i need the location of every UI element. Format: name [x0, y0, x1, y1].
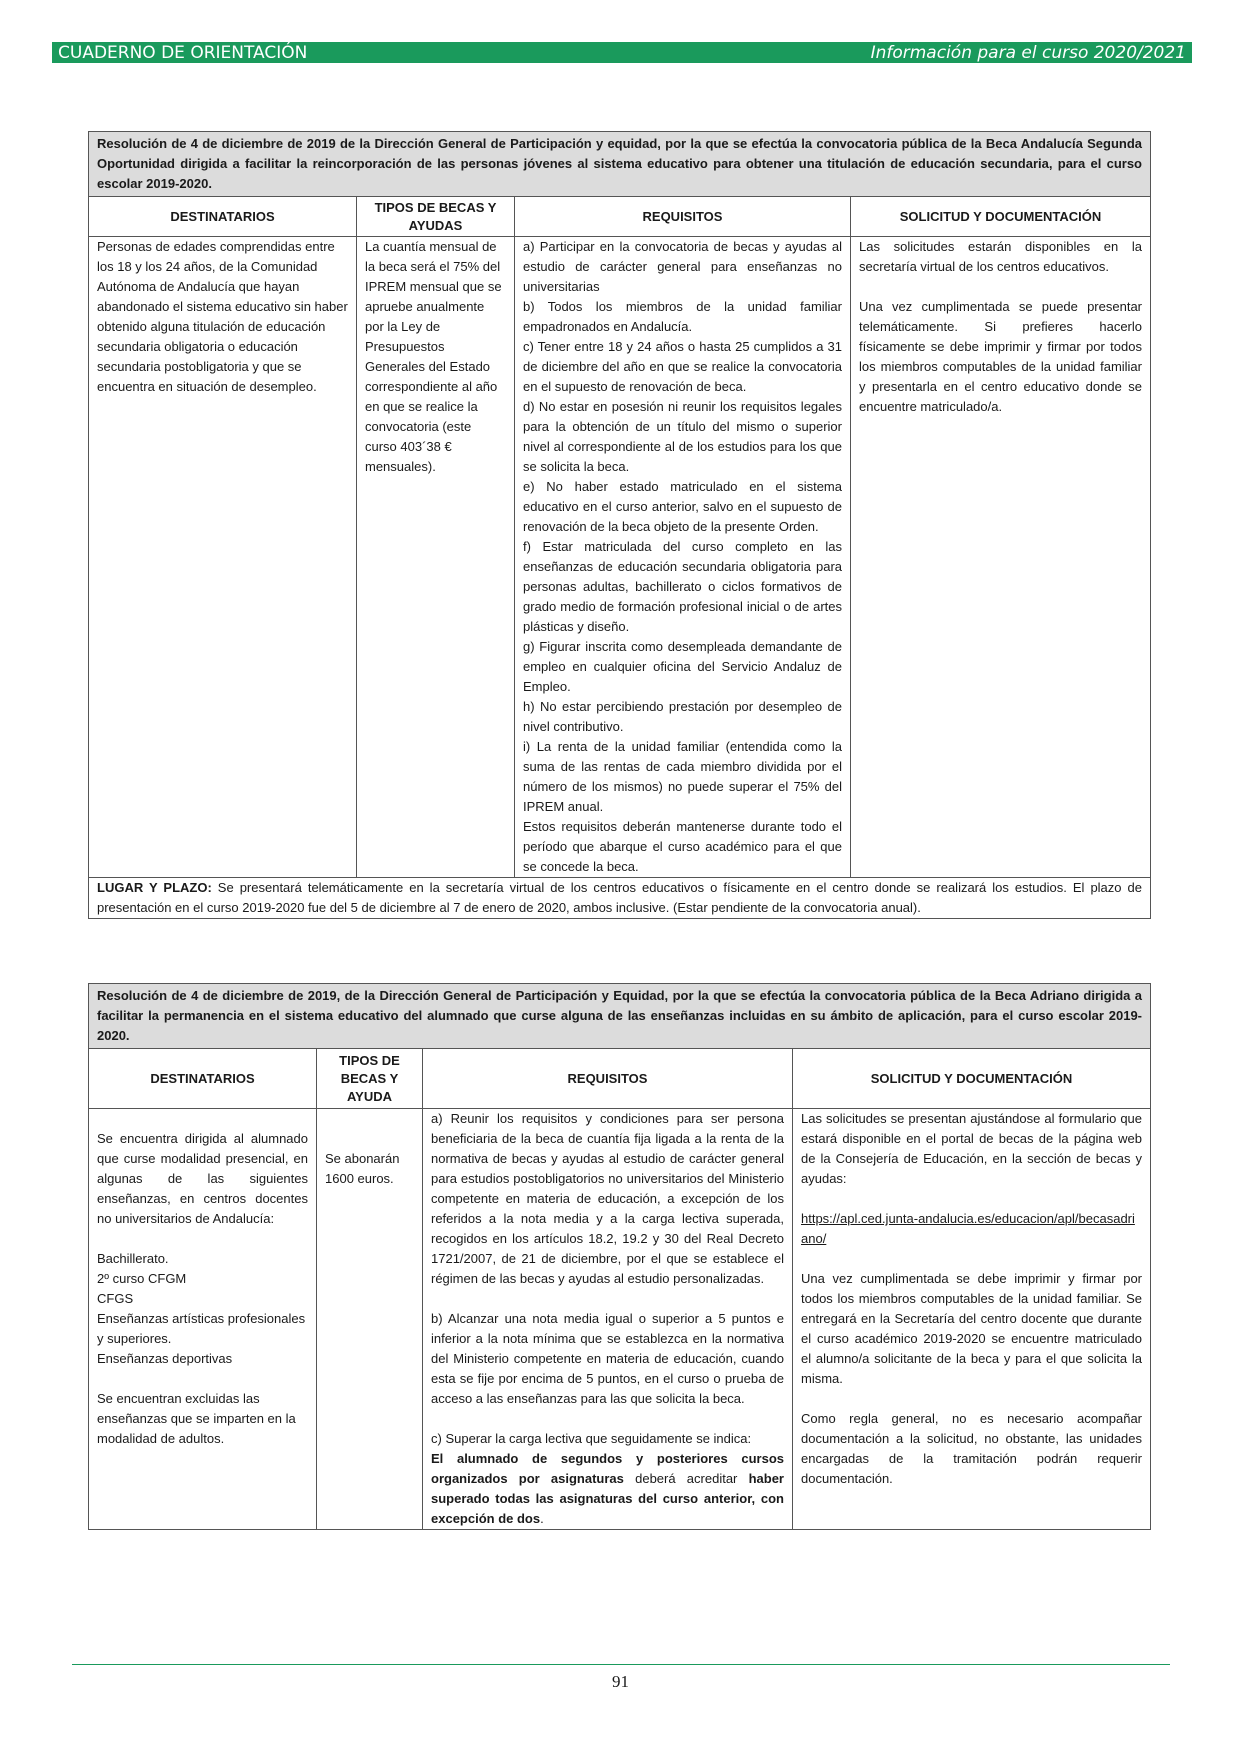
table1-solicitud-p2: Una vez cumplimentada se puede presentar telemáticamente. Si prefieres hacerlo físicamente se debe imprimir y firmar por todos los miembros computables de la unidad familiar y presentarla en el centro educativo donde se encuentre matriculado/a.: [859, 299, 1142, 414]
table1-lugar-plazo: [89, 878, 1151, 919]
table1-requisito: a) Participar en la convocatoria de becas y ayudas al estudio de carácter general para enseñanzas no universitarias: [523, 239, 842, 294]
table2-tipos-text: Se abonarán 1600 euros.: [325, 1151, 400, 1186]
table2-destinatarios-item: Enseñanzas deportivas: [97, 1351, 233, 1366]
beca-adriano-table: [88, 983, 1151, 1530]
table2-requisito-c-mid: deberá acreditar: [623, 1471, 749, 1486]
table2-requisito-b: b) Alcanzar una nota media igual o superior a 5 puntos e inferior a la nota mínima que se establezca en la normativa del Ministerio competente en materia de educación, cuando esta se fije por encima de 5 puntos, en el curso o prueba de acceso a las enseñanzas para las que solicita la beca.: [431, 1311, 784, 1406]
table1-requisito: i) La renta de la unidad familiar (entendida como la suma de las rentas de cada miembro dividida por el número de los mismos) no puede superar el 75% del IPREM anual.: [523, 739, 842, 814]
table2-solicitud-p1: Las solicitudes se presentan ajustándose al formulario que estará disponible en el portal de becas de la página web de la Consejería de Educación, en la sección de becas y ayudas:: [801, 1111, 1143, 1186]
table2-requisito-c: [431, 1449, 784, 1529]
table1-requisito: f) Estar matriculada del curso completo en las enseñanzas de educación secundaria obligatoria para personas adultas, bachillerato o ciclos formativos de grado medio de formación profesional inicial o de artes plásticas y diseño.: [523, 539, 842, 634]
table1-requisito: e) No haber estado matriculado en el sistema educativo en el curso anterior, salvo en el supuesto de renovación de la beca objeto de la presente Orden.: [523, 479, 842, 534]
table1-lugar-label: LUGAR Y PLAZO:: [97, 880, 212, 895]
table2-header-destinatarios: DESTINATARIOS: [89, 1049, 317, 1109]
table2-destinatarios-item: Enseñanzas artísticas profesionales y superiores.: [97, 1311, 306, 1346]
table2-destinatarios-item: Bachillerato.: [97, 1251, 169, 1266]
table2-header-solicitud: SOLICITUD Y DOCUMENTACIÓN: [793, 1049, 1151, 1109]
table2-requisitos: [423, 1109, 793, 1530]
table1-lugar-text: Se presentará telemáticamente en la secretaría virtual de los centros educativos o físicamente en el centro donde se realizará los estudios. El plazo de presentación en el curso 2019-2020 fue del 5 de diciembre al 7 de enero de 2020, ambos inclusive. (Estar pendiente de la convocatoria anual).: [97, 880, 1142, 915]
table2-solicitud: [793, 1109, 1151, 1530]
table1-destinatarios: Personas de edades comprendidas entre los 18 y los 24 años, de la Comunidad Autónoma de Andalucía que hayan abandonado el sistema educativo sin haber obtenido alguna titulación de educación secundaria obligatoria o educación secundaria postobligatoria y que se encuentra en situación de desempleo.: [89, 237, 357, 878]
table1-tipos: La cuantía mensual de la beca será el 75% del IPREM mensual que se apruebe anualmente por la Ley de Presupuestos Generales del Estado correspondiente al año en que se realice la convocatoria (este curso 403´38 € mensuales).: [357, 237, 515, 878]
table2-destinatarios-item: CFGS: [97, 1291, 134, 1306]
table2-header-tipos: TIPOS DE BECAS Y AYUDA: [317, 1049, 423, 1109]
table1-solicitud: [851, 237, 1151, 878]
footer-divider: [72, 1664, 1170, 1665]
table2-solicitud-p2: Una vez cumplimentada se debe imprimir y firmar por todos los miembros computables de la unidad familiar. Se entregará en la Secretaría del centro docente que durante el curso académico 2019-2020 se encuentre matriculado el alumno/a solicitante de la beca y para el que solicita la misma.: [801, 1271, 1143, 1386]
table1-header-solicitud: SOLICITUD Y DOCUMENTACIÓN: [851, 197, 1151, 237]
table1-requisito: b) Todos los miembros de la unidad familiar empadronados en Andalucía.: [523, 299, 842, 334]
table1-title: Resolución de 4 de diciembre de 2019 de la Dirección General de Participación y equidad, por la que se efectúa la convocatoria pública de la Beca Andalucía Segunda Oportunidad dirigida a facilitar la reincorporación de las personas jóvenes al sistema educativo para obtener una titulación de educación secundaria, para el curso escolar 2019-2020.: [89, 132, 1151, 197]
table2-destinatarios-outro: Se encuentran excluidas las enseñanzas que se imparten en la modalidad de adultos.: [97, 1391, 296, 1446]
table2-destinatarios-item: 2º curso CFGM: [97, 1271, 187, 1286]
page-header: [52, 42, 1192, 63]
table1-requisitos: [515, 237, 851, 878]
table2-solicitud-p3: Como regla general, no es necesario acompañar documentación a la solicitud, no obstante, las unidades encargadas de la tramitación podrán requerir documentación.: [801, 1411, 1143, 1486]
becas-adriano-link[interactable]: https://apl.ced.junta-andalucia.es/educacion/apl/becasadriano/: [801, 1211, 1135, 1246]
table2-requisito-c-end: .: [540, 1511, 544, 1526]
header-right-title: Información para el curso 2020/2021: [870, 42, 1186, 63]
table1-requisito: h) No estar percibiendo prestación por desempleo de nivel contributivo.: [523, 699, 842, 734]
table2-destinatarios-intro: Se encuentra dirigida al alumnado que curse modalidad presencial, en algunas de las siguientes enseñanzas, en centros docentes no universitarios de Andalucía:: [97, 1131, 308, 1226]
table2-requisito-c-intro: c) Superar la carga lectiva que seguidamente se indica:: [431, 1431, 752, 1446]
page-number: 91: [612, 1672, 629, 1691]
table1-requisito: g) Figurar inscrita como desempleada demandante de empleo en cualquier oficina del Servicio Andaluz de Empleo.: [523, 639, 842, 694]
table1-solicitud-p1: Las solicitudes estarán disponibles en la secretaría virtual de los centros educativos.: [859, 239, 1142, 274]
table2-header-requisitos: REQUISITOS: [423, 1049, 793, 1109]
table2-requisito-c-bold1: El alumnado de segundos y posteriores cursos organizados por asignaturas: [431, 1451, 784, 1486]
table2-requisito-a: a) Reunir los requisitos y condiciones para ser persona beneficiaria de la beca de cuantía fija ligada a la renta de la normativa de becas y ayudas al estudio de carácter general para estudios postobligatorios no universitarios del Ministerio competente en materia de educación, a excepción de los referidos a la nota media y a la carga lectiva superada, recogidos en los artículos 18.2, 19.2 y 30 del Real Decreto 1721/2007, de 21 de diciembre, por el que se establece el régimen de las becas y ayudas al estudio personalizadas.: [431, 1111, 784, 1286]
beca-segunda-oportunidad-table: [88, 131, 1151, 919]
table2-tipos: [317, 1109, 423, 1530]
table1-header-destinatarios: DESTINATARIOS: [89, 197, 357, 237]
table1-requisito-note: Estos requisitos deberán mantenerse durante todo el período que abarque el curso académico para el que se concede la beca.: [523, 819, 842, 874]
table1-requisito: d) No estar en posesión ni reunir los requisitos legales para la obtención de un título del mismo o superior nivel al correspondiente al de los estudios para los que se solicita la beca.: [523, 399, 842, 474]
table2-title: Resolución de 4 de diciembre de 2019, de la Dirección General de Participación y Equidad, por la que se efectúa la convocatoria pública de la Beca Adriano dirigida a facilitar la permanencia en el sistema educativo del alumnado que curse alguna de las enseñanzas incluidas en su ámbito de aplicación, para el curso escolar 2019-2020.: [89, 984, 1151, 1049]
table2-destinatarios: [89, 1109, 317, 1530]
table2-requisito-c-bold2: haber superado todas las asignaturas del curso anterior, con excepción de dos: [431, 1471, 784, 1526]
table1-header-tipos: TIPOS DE BECAS Y AYUDAS: [357, 197, 515, 237]
table1-requisito: c) Tener entre 18 y 24 años o hasta 25 cumplidos a 31 de diciembre del año en que se realice la convocatoria en el supuesto de renovación de beca.: [523, 339, 842, 394]
header-left-title: CUADERNO DE ORIENTACIÓN: [58, 42, 308, 63]
table1-header-requisitos: REQUISITOS: [515, 197, 851, 237]
